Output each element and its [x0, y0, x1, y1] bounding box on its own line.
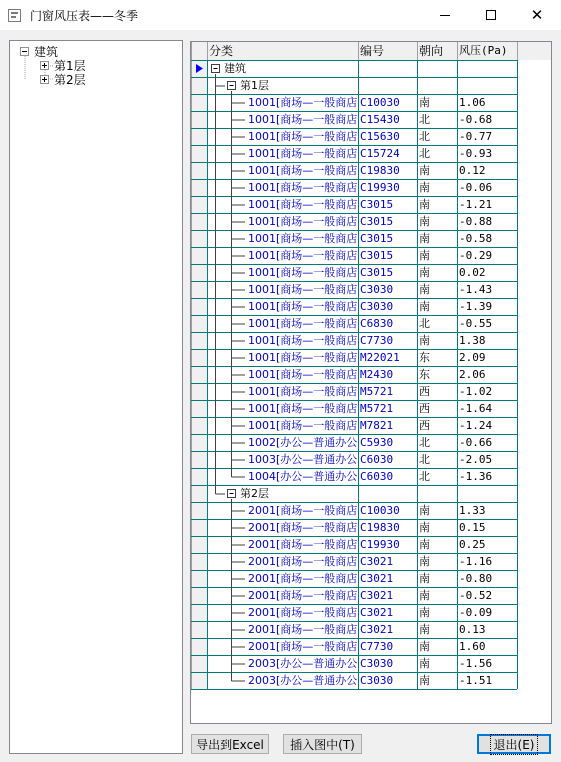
cell-code[interactable]: C15724: [360, 147, 400, 160]
collapse-icon[interactable]: [20, 47, 29, 56]
cell-orientation[interactable]: 南: [419, 589, 430, 602]
insert-into-drawing-button[interactable]: [283, 734, 362, 754]
cell-code[interactable]: C19830: [360, 164, 400, 177]
collapse-icon[interactable]: [212, 65, 220, 73]
cell-pressure[interactable]: 0.12: [459, 164, 486, 177]
row-tree-lines: [216, 74, 246, 681]
cell-code[interactable]: C3021: [360, 623, 394, 636]
cell-category[interactable]: 2001[商场—一般商店: [248, 555, 358, 568]
cell-orientation[interactable]: 南: [419, 657, 430, 670]
cell-orientation[interactable]: 南: [419, 266, 430, 279]
insert-into-drawing-label: 插入图中(T): [290, 737, 355, 752]
tree-node-label: 建筑: [34, 44, 59, 59]
exit-label: 退出(E): [493, 737, 535, 752]
grid-group-label[interactable]: 第2层: [240, 487, 269, 500]
cell-code[interactable]: M2430: [360, 368, 394, 381]
cell-pressure[interactable]: -1.39: [459, 300, 493, 313]
cell-code[interactable]: C3015: [360, 249, 394, 262]
cell-code[interactable]: C7730: [360, 640, 394, 653]
cell-category[interactable]: 2001[商场—一般商店: [248, 640, 358, 653]
cell-orientation[interactable]: 北: [419, 147, 430, 160]
cell-orientation[interactable]: 南: [419, 181, 430, 194]
cell-code[interactable]: C6830: [360, 317, 394, 330]
cell-pressure[interactable]: -1.16: [459, 555, 493, 568]
cell-orientation[interactable]: 南: [419, 300, 430, 313]
cell-category[interactable]: 1001[商场—一般商店: [248, 96, 358, 109]
cell-category[interactable]: 1001[商场—一般商店: [248, 385, 358, 398]
cell-orientation[interactable]: 西: [419, 402, 430, 415]
cell-pressure[interactable]: -0.06: [459, 181, 493, 194]
collapse-icon[interactable]: [228, 490, 236, 498]
cell-category[interactable]: 1001[商场—一般商店: [248, 266, 358, 279]
cell-orientation[interactable]: 西: [419, 419, 430, 432]
cell-orientation[interactable]: 南: [419, 640, 430, 653]
cell-orientation[interactable]: 东: [419, 351, 430, 364]
cell-code[interactable]: C10030: [360, 504, 400, 517]
exit-button[interactable]: [477, 734, 551, 754]
cell-code[interactable]: C15630: [360, 130, 400, 143]
cell-pressure[interactable]: -1.02: [459, 385, 493, 398]
cell-pressure[interactable]: 1.33: [459, 504, 486, 517]
wind-pressure-grid[interactable]: [190, 41, 552, 724]
cell-code[interactable]: C6030: [360, 453, 394, 466]
column-header-orientation[interactable]: 朝向: [419, 44, 444, 58]
cell-code[interactable]: C3021: [360, 589, 394, 602]
cell-pressure[interactable]: -0.88: [459, 215, 493, 228]
cell-code[interactable]: C3030: [360, 283, 394, 296]
cell-orientation[interactable]: 西: [419, 385, 430, 398]
cell-pressure[interactable]: -0.55: [459, 317, 493, 330]
cell-category[interactable]: 1001[商场—一般商店: [248, 147, 358, 160]
cell-orientation[interactable]: 南: [419, 623, 430, 636]
cell-orientation[interactable]: 南: [419, 334, 430, 347]
cell-code[interactable]: C3030: [360, 657, 394, 670]
cell-pressure[interactable]: 0.02: [459, 266, 486, 279]
cell-category[interactable]: 2003[办公—普通办公: [248, 657, 358, 670]
cell-orientation[interactable]: 北: [419, 113, 430, 126]
cell-code[interactable]: C3030: [360, 300, 394, 313]
cell-code[interactable]: C3015: [360, 198, 394, 211]
cell-orientation[interactable]: 南: [419, 232, 430, 245]
cell-category[interactable]: 2001[商场—一般商店: [248, 538, 358, 551]
cell-pressure[interactable]: -1.51: [459, 674, 493, 687]
cell-pressure[interactable]: -0.68: [459, 113, 493, 126]
cell-orientation[interactable]: 南: [419, 164, 430, 177]
cell-pressure[interactable]: -0.29: [459, 249, 493, 262]
cell-orientation[interactable]: 北: [419, 317, 430, 330]
cell-category[interactable]: 1001[商场—一般商店: [248, 181, 358, 194]
maximize-icon: [486, 10, 496, 20]
cell-orientation[interactable]: 南: [419, 538, 430, 551]
tree-node-floor-2[interactable]: [40, 72, 86, 86]
minimize-icon: [440, 15, 450, 16]
cell-code[interactable]: C3015: [360, 232, 394, 245]
close-button[interactable]: [514, 0, 560, 30]
cell-orientation[interactable]: 南: [419, 606, 430, 619]
cell-category[interactable]: 1001[商场—一般商店: [248, 419, 358, 432]
cell-category[interactable]: 1001[商场—一般商店: [248, 334, 358, 347]
cell-pressure[interactable]: 1.38: [459, 334, 486, 347]
cell-category[interactable]: 2001[商场—一般商店: [248, 572, 358, 585]
cell-category[interactable]: 2001[商场—一般商店: [248, 504, 358, 517]
cell-pressure[interactable]: -1.43: [459, 283, 493, 296]
export-excel-button[interactable]: [191, 734, 269, 754]
cell-pressure[interactable]: 2.09: [459, 351, 486, 364]
cell-pressure[interactable]: 2.06: [459, 368, 486, 381]
cell-pressure[interactable]: -1.64: [459, 402, 493, 415]
cell-orientation[interactable]: 南: [419, 674, 430, 687]
cell-pressure[interactable]: -1.21: [459, 198, 493, 211]
cell-category[interactable]: 1001[商场—一般商店: [248, 283, 358, 296]
cell-orientation[interactable]: 北: [419, 130, 430, 143]
cell-pressure[interactable]: -1.56: [459, 657, 493, 670]
cell-orientation[interactable]: 南: [419, 198, 430, 211]
cell-code[interactable]: M7821: [360, 419, 394, 432]
column-header-pressure[interactable]: 风压(Pa): [459, 44, 508, 57]
cell-code[interactable]: C15430: [360, 113, 400, 126]
tree-node-label: 第1层: [54, 58, 86, 73]
cell-category[interactable]: 1003[办公—普通办公: [248, 453, 358, 466]
cell-orientation[interactable]: 南: [419, 504, 430, 517]
cell-category[interactable]: 1001[商场—一般商店: [248, 317, 358, 330]
cell-pressure[interactable]: -0.66: [459, 436, 493, 449]
grid-group-label[interactable]: 第1层: [240, 79, 269, 92]
cell-pressure[interactable]: -0.77: [459, 130, 493, 143]
cell-orientation[interactable]: 北: [419, 470, 430, 483]
column-header-category[interactable]: 分类: [209, 44, 234, 58]
cell-category[interactable]: 1001[商场—一般商店: [248, 351, 358, 364]
cell-code[interactable]: C19930: [360, 538, 400, 551]
cell-code[interactable]: C3021: [360, 572, 394, 585]
cell-orientation[interactable]: 南: [419, 521, 430, 534]
cell-category[interactable]: 1001[商场—一般商店: [248, 164, 358, 177]
cell-orientation[interactable]: 南: [419, 96, 430, 109]
cell-code[interactable]: M5721: [360, 402, 394, 415]
export-excel-label: 导出到Excel: [196, 737, 264, 752]
cell-pressure[interactable]: 1.06: [459, 96, 486, 109]
cell-pressure[interactable]: 0.13: [459, 623, 486, 636]
cell-pressure[interactable]: -0.09: [459, 606, 493, 619]
cell-orientation[interactable]: 南: [419, 249, 430, 262]
cell-pressure[interactable]: 0.15: [459, 521, 486, 534]
cell-category[interactable]: 1001[商场—一般商店: [248, 130, 358, 143]
cell-code[interactable]: C3015: [360, 266, 394, 279]
cell-code[interactable]: C3021: [360, 606, 394, 619]
cell-pressure[interactable]: 0.25: [459, 538, 486, 551]
cell-pressure[interactable]: 1.60: [459, 640, 486, 653]
cell-category[interactable]: 1001[商场—一般商店: [248, 215, 358, 228]
title-bar: [0, 0, 561, 30]
cell-category[interactable]: 1002[办公—普通办公: [248, 436, 358, 449]
tree-node-root[interactable]: [20, 44, 58, 58]
cell-code[interactable]: C3015: [360, 215, 394, 228]
cell-pressure[interactable]: -0.52: [459, 589, 493, 602]
cell-code[interactable]: M22021: [360, 351, 400, 364]
cell-orientation[interactable]: 南: [419, 572, 430, 585]
close-icon: ✕: [530, 6, 544, 24]
cell-code[interactable]: C7730: [360, 334, 394, 347]
cell-category[interactable]: 2001[商场—一般商店: [248, 589, 358, 602]
cell-orientation[interactable]: 南: [419, 215, 430, 228]
cell-code[interactable]: C10030: [360, 96, 400, 109]
cell-category[interactable]: 2003[办公—普通办公: [248, 674, 358, 687]
cell-pressure[interactable]: -1.36: [459, 470, 493, 483]
cell-pressure[interactable]: -0.93: [459, 147, 493, 160]
app-icon: [8, 9, 21, 22]
cell-orientation[interactable]: 南: [419, 555, 430, 568]
cell-orientation[interactable]: 北: [419, 453, 430, 466]
cell-pressure[interactable]: -2.05: [459, 453, 493, 466]
cell-pressure[interactable]: -0.80: [459, 572, 493, 585]
cell-category[interactable]: 1001[商场—一般商店: [248, 249, 358, 262]
cell-category[interactable]: 1001[商场—一般商店: [248, 232, 358, 245]
cell-category[interactable]: 2001[商场—一般商店: [248, 521, 358, 534]
cell-code[interactable]: C5930: [360, 436, 394, 449]
cell-code[interactable]: C19930: [360, 181, 400, 194]
column-header-code[interactable]: 编号: [360, 44, 385, 58]
cell-orientation[interactable]: 北: [419, 436, 430, 449]
cell-code[interactable]: M5721: [360, 385, 394, 398]
floor-tree[interactable]: [9, 40, 183, 754]
cell-category[interactable]: 1004[办公—普通办公: [248, 470, 358, 483]
cell-category[interactable]: 1001[商场—一般商店: [248, 402, 358, 415]
cell-category[interactable]: 1001[商场—一般商店: [248, 368, 358, 381]
minimize-button[interactable]: [422, 0, 468, 30]
expand-icon[interactable]: [40, 61, 49, 70]
cell-orientation[interactable]: 南: [419, 283, 430, 296]
cell-code[interactable]: C3021: [360, 555, 394, 568]
cell-category[interactable]: 1001[商场—一般商店: [248, 198, 358, 211]
expand-icon[interactable]: [40, 75, 49, 84]
cell-code[interactable]: C3030: [360, 674, 394, 687]
cell-category[interactable]: 2001[商场—一般商店: [248, 623, 358, 636]
grid-root-label[interactable]: 建筑: [224, 62, 246, 75]
cell-pressure[interactable]: -1.24: [459, 419, 493, 432]
cell-code[interactable]: C6030: [360, 470, 394, 483]
tree-node-label: 第2层: [54, 72, 86, 87]
cell-code[interactable]: C19830: [360, 521, 400, 534]
collapse-icon[interactable]: [228, 82, 236, 90]
cell-pressure[interactable]: -0.58: [459, 232, 493, 245]
maximize-button[interactable]: [468, 0, 514, 30]
cell-category[interactable]: 1001[商场—一般商店: [248, 300, 358, 313]
cell-category[interactable]: 2001[商场—一般商店: [248, 606, 358, 619]
window-title: 门窗风压表——冬季: [30, 9, 139, 23]
cell-orientation[interactable]: 东: [419, 368, 430, 381]
cell-category[interactable]: 1001[商场—一般商店: [248, 113, 358, 126]
